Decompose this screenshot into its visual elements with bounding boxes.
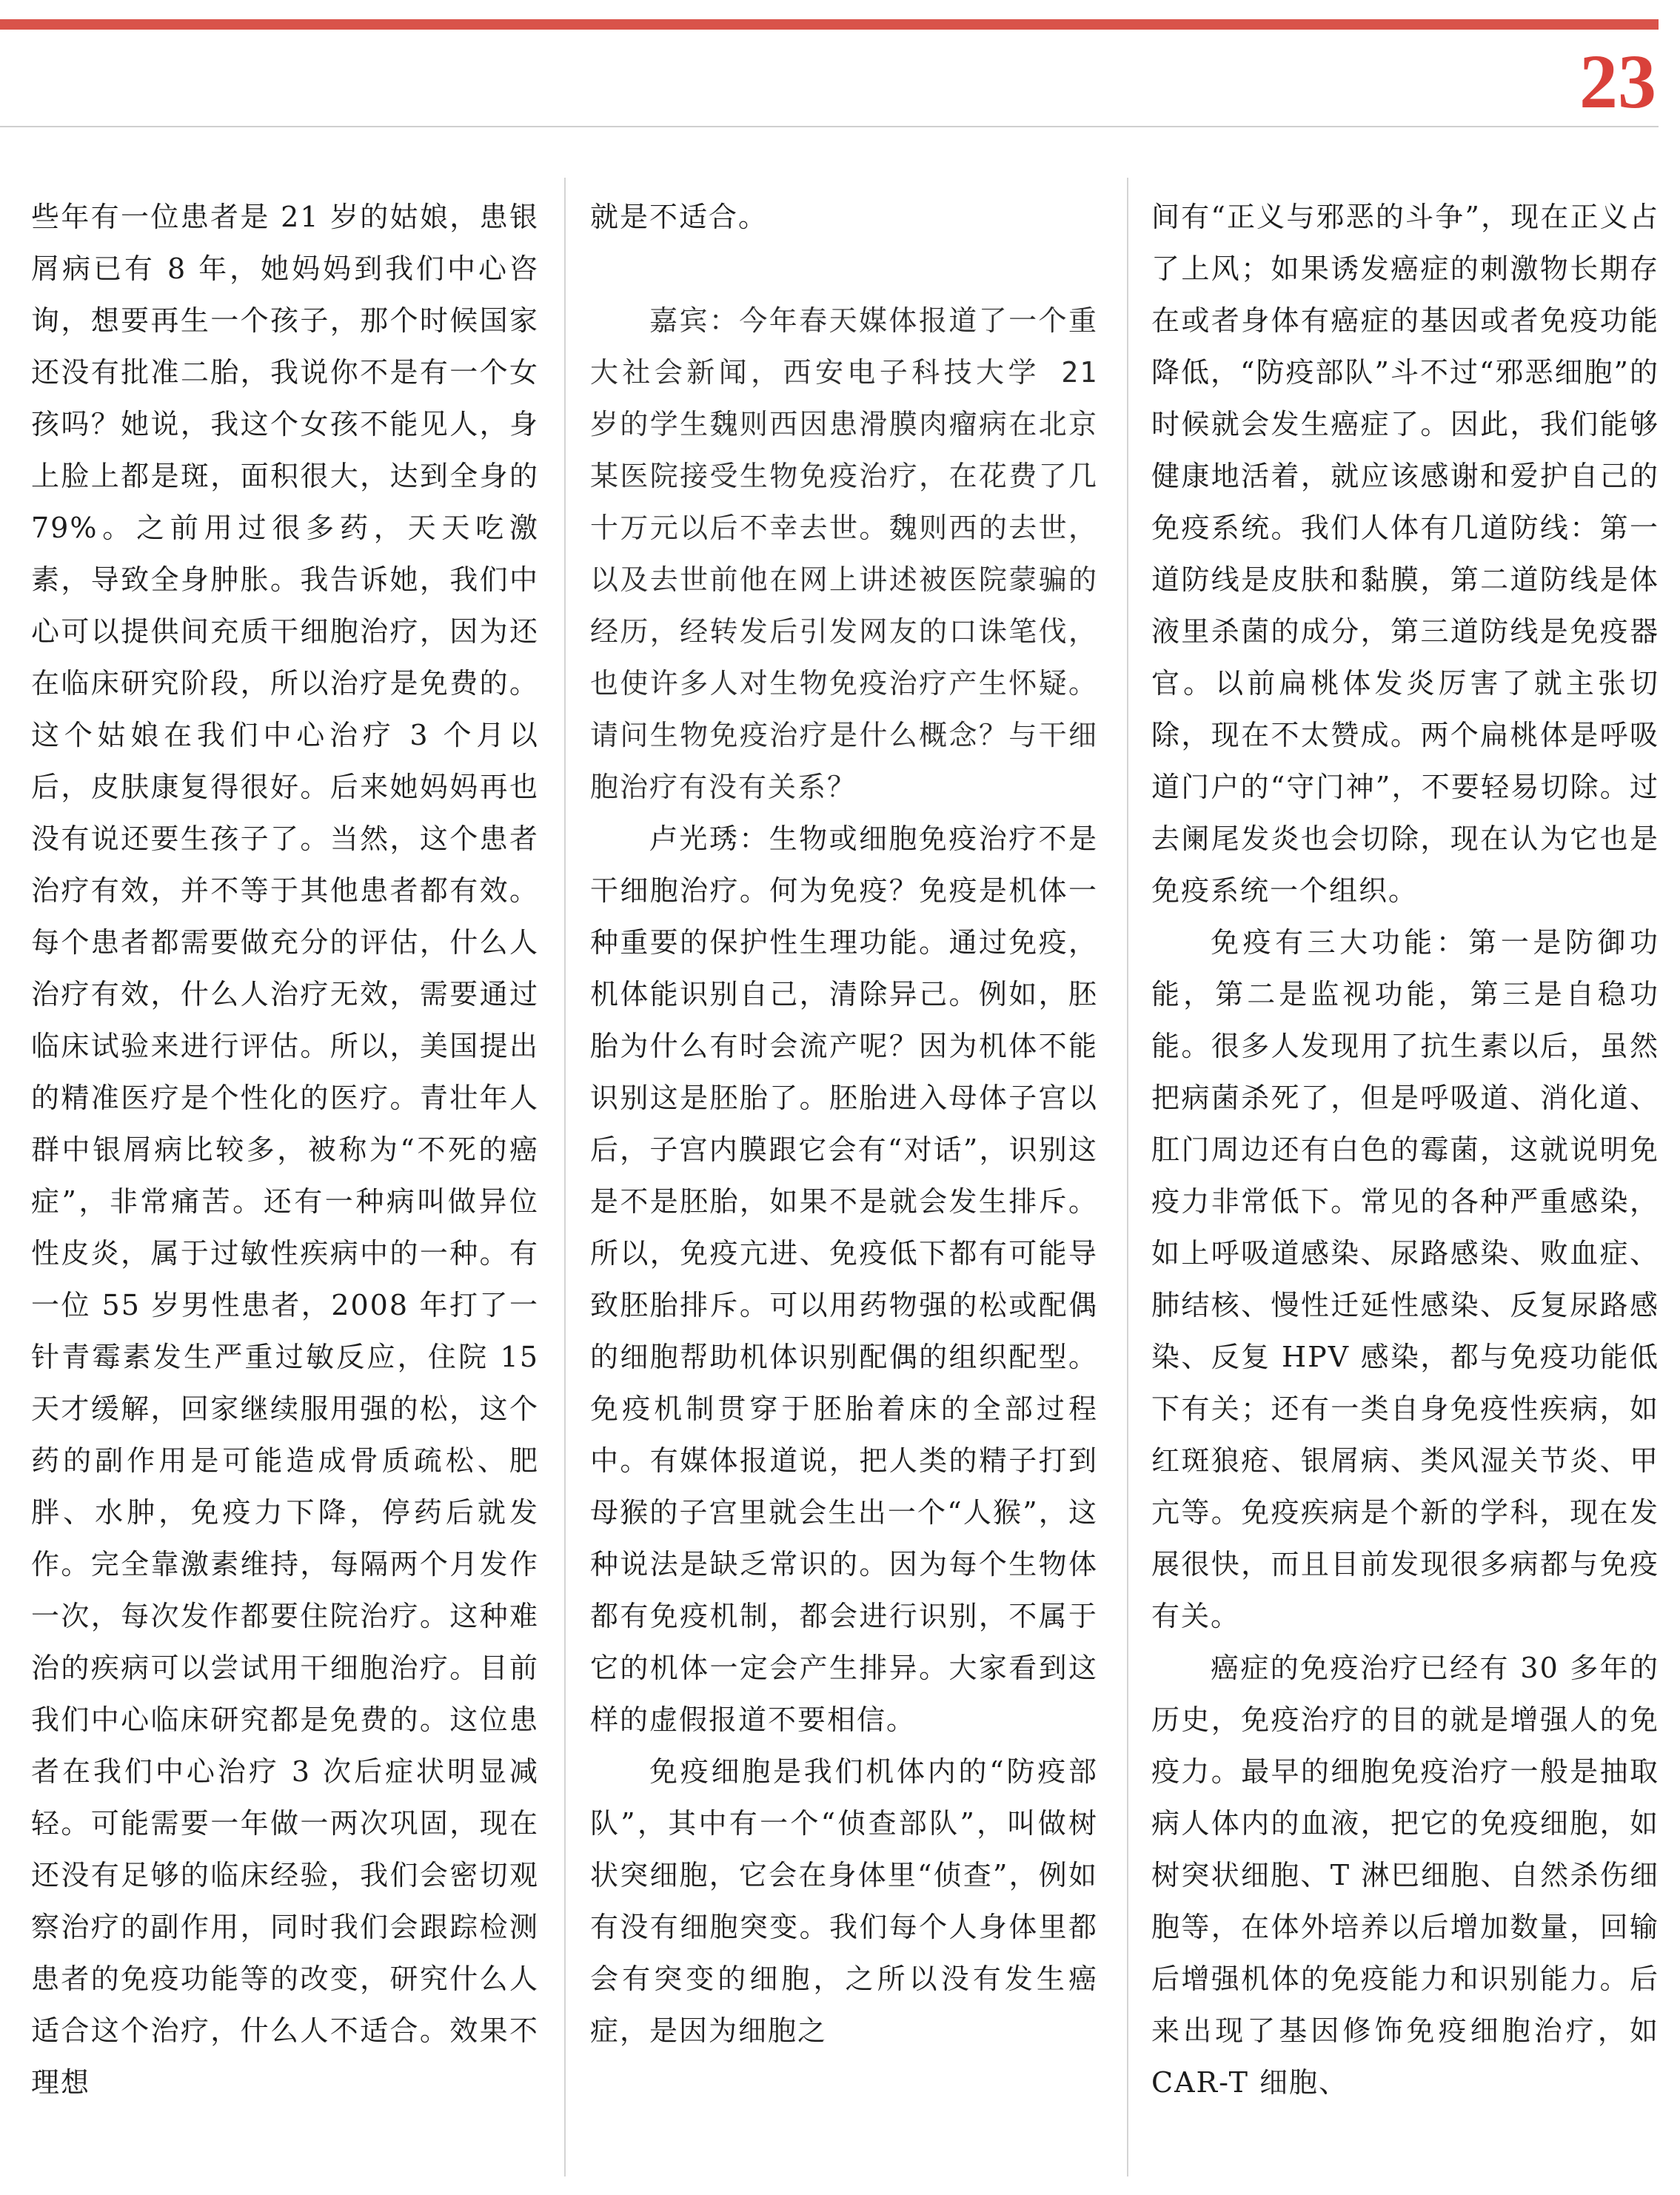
paragraph: 免疫细胞是我们机体内的“防疫部队”，其中有一个“侦查部队”，叫做树状突细胞，它会在身体里“侦查”，例如有没有细胞突变。我们每个人身体里都会有突变的细胞，之所以没有发生癌症，是因为细胞之 xyxy=(590,1755,1098,2047)
column-divider xyxy=(564,178,566,2176)
paragraph: 间有“正义与邪恶的斗争”，现在正义占了上风；如果诱发癌症的刺激物长期存在或者身体有癌症的基因或者免疫功能降低，“防疫部队”斗不过“邪恶细胞”的时候就会发生癌症了。因此，我们能够健康地活着，就应该感谢和爱护自己的免疫系统。我们人体有几道防线：第一道防线是皮肤和黏膜，第二道防线是体液里杀菌的成分，第三道防线是免疫器官。以前扁桃体发炎厉害了就主张切除，现在不太赞成。两个扁桃体是呼吸道门户的“守门神”，不要轻易切除。过去阑尾发炎也会切除，现在认为它也是免疫系统一个组织。 xyxy=(1151,201,1659,907)
article-column-2 xyxy=(590,191,1098,2057)
article-column-3 xyxy=(1151,191,1659,2108)
paragraph: 卢光琇：生物或细胞免疫治疗不是干细胞治疗。何为免疫？免疫是机体一种重要的保护性生理功能。通过免疫，机体能识别自己，清除异己。例如，胚胎为什么有时会流产呢？因为机体不能识别这是胚胎了。胚胎进入母体子宫以后，子宫内膜跟它会有“对话”，识别这是不是胚胎，如果不是就会发生排斥。所以，免疫亢进、免疫低下都有可能导致胚胎排斥。可以用药物强的松或配偶的细胞帮助机体识别配偶的组织配型。免疫机制贯穿于胚胎着床的全部过程中。有媒体报道说，把人类的精子打到母猴的子宫里就会生出一个“人猴”，这种说法是缺乏常识的。因为每个生物体都有免疫机制，都会进行识别，不属于它的机体一定会产生排异。大家看到这样的虚假报道不要相信。 xyxy=(590,822,1098,1736)
header-accent-bar xyxy=(0,19,1659,30)
paragraph-gap xyxy=(590,243,1098,295)
guest-question: 嘉宾：今年春天媒体报道了一个重大社会新闻，西安电子科技大学 21 岁的学生魏则西因患滑膜肉瘤病在北京某医院接受生物免疫治疗，在花费了几十万元以后不幸去世。魏则西的去世，以及去世前他在网上讲述被医院蒙骗的经历，经转发后引发网友的口诛笔伐，也使许多人对生物免疫治疗产生怀疑。请问生物免疫治疗是什么概念？与干细胞治疗有没有关系？ xyxy=(590,304,1098,803)
paragraph: 免疫有三大功能：第一是防御功能，第二是监视功能，第三是自稳功能。很多人发现用了抗生素以后，虽然把病菌杀死了，但是呼吸道、消化道、肛门周边还有白色的霉菌，这就说明免疫力非常低下。常见的各种严重感染，如上呼吸道感染、尿路感染、败血症、肺结核、慢性迁延性感染、反复尿路感染、反复 HPV 感染，都与免疫功能低下有关；还有一类自身免疫性疾病，如红斑狼疮、银屑病、类风湿关节炎、甲亢等。免疫疾病是个新的学科，现在发展很快，而且目前发现很多病都与免疫有关。 xyxy=(1151,926,1659,1632)
paragraph: 癌症的免疫治疗已经有 30 多年的历史，免疫治疗的目的就是增强人的免疫力。最早的细胞免疫治疗一般是抽取病人体内的血液，把它的免疫细胞，如树突状细胞、T 淋巴细胞、自然杀伤细胞等，在体外培养以后增加数量，回输后增强机体的免疫能力和识别能力。后来出现了基因修饰免疫细胞治疗，如 CAR-T 细胞、 xyxy=(1151,1652,1659,2099)
column-divider xyxy=(1127,178,1128,2176)
paragraph: 就是不适合。 xyxy=(590,201,769,233)
page-number: 23 xyxy=(1579,39,1656,124)
paragraph: 些年有一位患者是 21 岁的姑娘，患银屑病已有 8 年，她妈妈到我们中心咨询，想要再生一个孩子，那个时候国家还没有批准二胎，我说你不是有一个女孩吗？她说，我这个女孩不能见人，身上脸上都是斑，面积很大，达到全身的 79%。之前用过很多药，天天吃激素，导致全身肿胀。我告诉她，我们中心可以提供间充质干细胞治疗，因为还在临床研究阶段，所以治疗是免费的。这个姑娘在我们中心治疗 3 个月以后，皮肤康复得很好。后来她妈妈再也没有说还要生孩子了。当然，这个患者治疗有效，并不等于其他患者都有效。每个患者都需要做充分的评估，什么人治疗有效，什么人治疗无效，需要通过临床试验来进行评估。所以，美国提出的精准医疗是个性化的医疗。青壮年人群中银屑病比较多，被称为“不死的癌症”，非常痛苦。还有一种病叫做异位性皮炎，属于过敏性疾病中的一种。有一位 55 岁男性患者，2008 年打了一针青霉素发生严重过敏反应，住院 15 天才缓解，回家继续服用强的松，这个药的副作用是可能造成骨质疏松、肥胖、水肿，免疫力下降，停药后就发作。完全靠激素维持，每隔两个月发作一次，每次发作都要住院治疗。这种难治的疾病可以尝试用干细胞治疗。目前我们中心临床研究都是免费的。这位患者在我们中心治疗 3 次后症状明显减轻。可能需要一年做一两次巩固，现在还没有足够的临床经验，我们会密切观察治疗的副作用，同时我们会跟踪检测患者的免疫功能等的改变，研究什么人适合这个治疗，什么人不适合。效果不理想 xyxy=(31,201,539,2099)
article-column-1 xyxy=(31,191,539,2108)
header-rule xyxy=(0,126,1659,127)
